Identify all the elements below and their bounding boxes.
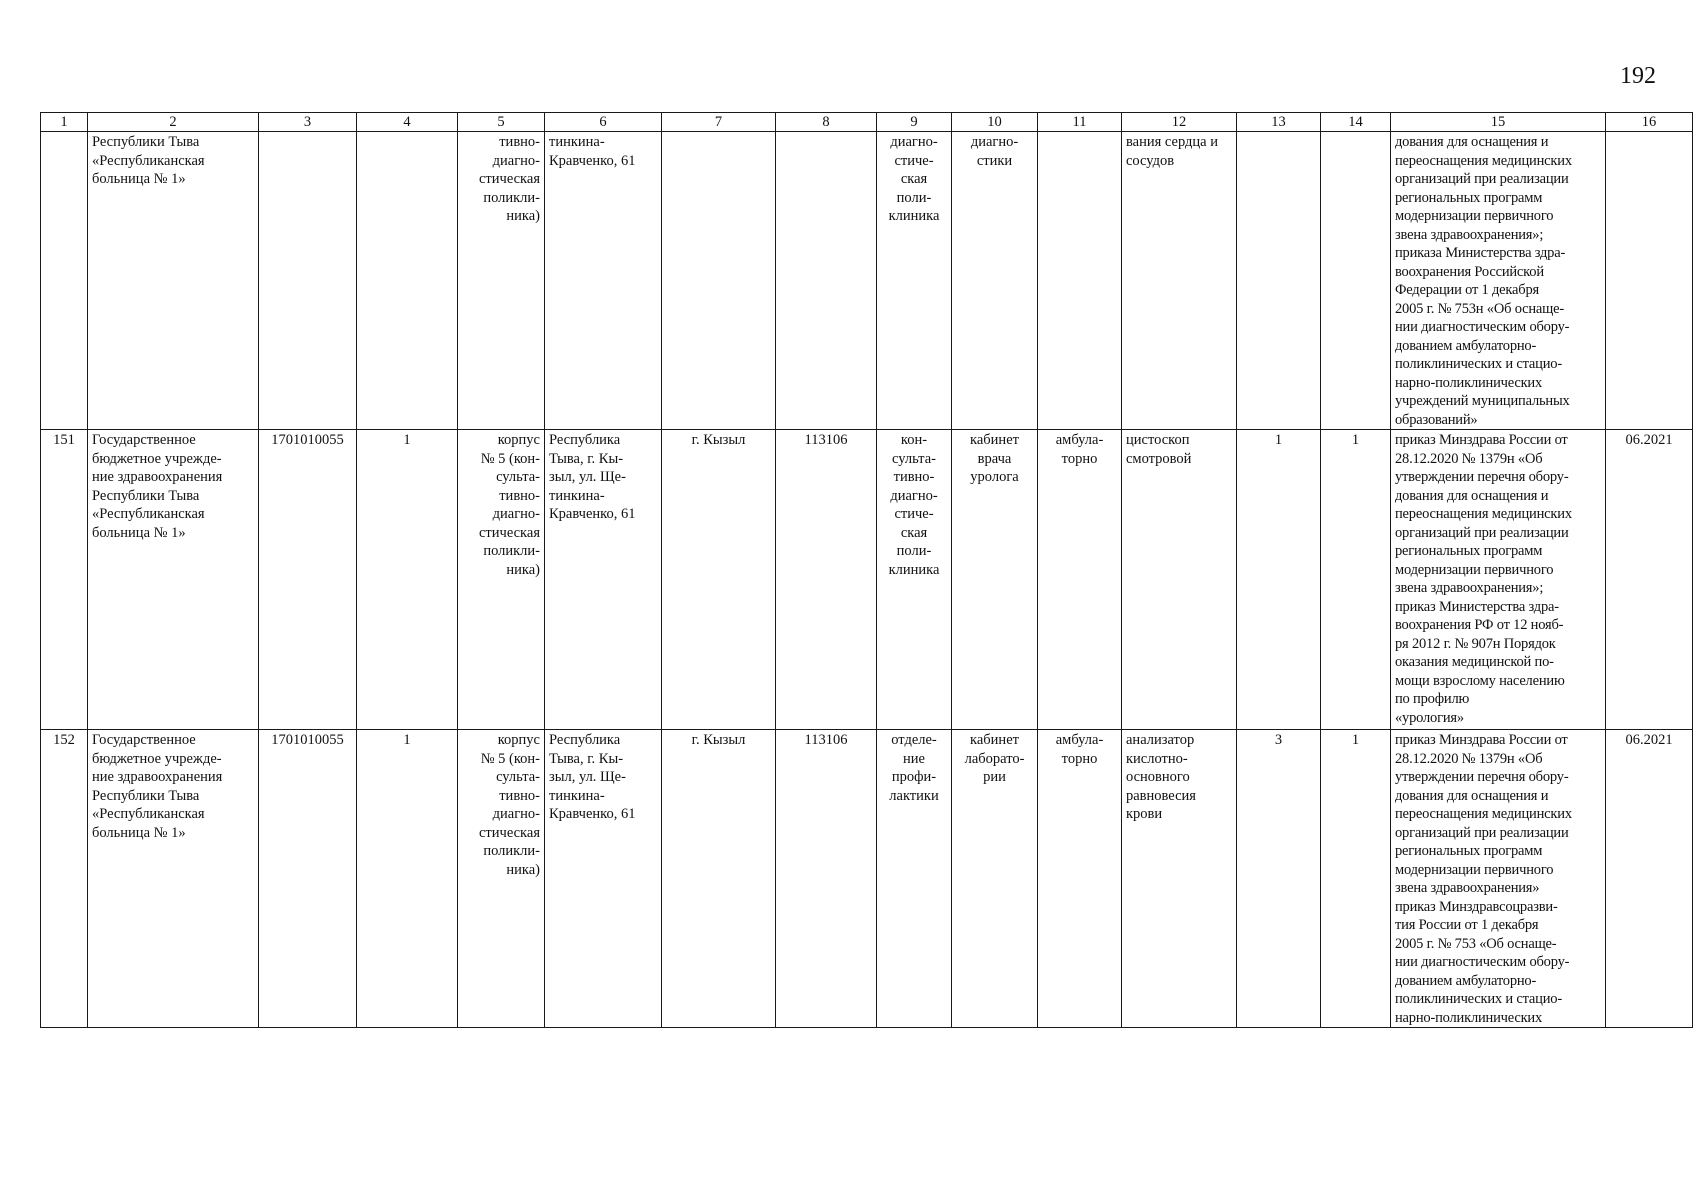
building-cell: корпус № 5 (кон- сульта- тивно- диагно- стическая поликли- ника) [458, 730, 545, 1028]
building-cell: тивно- диагно- стическая поликли- ника) [458, 132, 545, 430]
city-cell: г. Кызыл [662, 430, 776, 730]
quantity-cell: 1 [1321, 430, 1391, 730]
table-row [41, 730, 1693, 1028]
quantity-needed-cell: 3 [1237, 730, 1321, 1028]
table-row [41, 430, 1693, 730]
column-number: 10 [952, 113, 1038, 132]
col4-cell: 1 [357, 730, 458, 1028]
column-number: 16 [1606, 113, 1693, 132]
address-cell: Республика Тыва, г. Кы- зыл, ул. Ще- тинкина- Кравченко, 61 [545, 430, 662, 730]
quantity-cell [1321, 132, 1391, 430]
row-number-cell: 151 [41, 430, 88, 730]
column-number: 14 [1321, 113, 1391, 132]
oktmo-cell: 113106 [776, 430, 877, 730]
inn-cell: 1701010055 [259, 730, 357, 1028]
date-cell [1606, 132, 1693, 430]
address-cell: Республика Тыва, г. Кы- зыл, ул. Ще- тинкина- Кравченко, 61 [545, 730, 662, 1028]
col4-cell [357, 132, 458, 430]
inn-cell [259, 132, 357, 430]
column-number: 6 [545, 113, 662, 132]
organization-cell: Государственное бюджетное учрежде- ние здравоохранения Республики Тыва «Республиканская больница № 1» [88, 430, 259, 730]
inn-cell: 1701010055 [259, 430, 357, 730]
quantity-cell: 1 [1321, 730, 1391, 1028]
care-type-cell: амбула- торно [1038, 430, 1122, 730]
care-type-cell: амбула- торно [1038, 730, 1122, 1028]
department-cell: кон- сульта- тивно- диагно- стиче- ская поли- клиника [877, 430, 952, 730]
column-number: 9 [877, 113, 952, 132]
row-number-cell [41, 132, 88, 430]
page-number: 192 [1620, 63, 1656, 89]
legal-basis-cell: приказ Минздрава России от 28.12.2020 № 1379н «Об утверждении перечня обору- дования для оснащения и переоснащения медицинских организаций при реализации региональных программ модернизации первичного звена здравоохранения» приказ Минздравсоцразви- тия России от 1 декабря 2005 г. № 753 «Об оснаще- нии диагностическим обору- дованием амбулаторно- поликлинических и стацио- нарно-поликлинических [1391, 730, 1606, 1028]
quantity-needed-cell: 1 [1237, 430, 1321, 730]
city-cell: г. Кызыл [662, 730, 776, 1028]
column-number: 15 [1391, 113, 1606, 132]
department-cell: диагно- стиче- ская поли- клиника [877, 132, 952, 430]
legal-basis-cell: приказ Минздрава России от 28.12.2020 № 1379н «Об утверждении перечня обору- дования для оснащения и переоснащения медицинских организаций при реализации региональных программ модернизации первичного звена здравоохранения»; приказ Министерства здра- воохранения РФ от 12 нояб- ря 2012 г. № 907н Порядок оказания медицинской по- мощи взрослому населению по профилю «урология» [1391, 430, 1606, 730]
col4-cell: 1 [357, 430, 458, 730]
column-number: 8 [776, 113, 877, 132]
column-number: 11 [1038, 113, 1122, 132]
organization-cell: Республики Тыва «Республиканская больница № 1» [88, 132, 259, 430]
column-number: 12 [1122, 113, 1237, 132]
equipment-cell: вания сердца и сосудов [1122, 132, 1237, 430]
column-number: 4 [357, 113, 458, 132]
room-cell: диагно- стики [952, 132, 1038, 430]
date-cell: 06.2021 [1606, 730, 1693, 1028]
address-cell: тинкина- Кравченко, 61 [545, 132, 662, 430]
column-number-header-row [41, 113, 1693, 132]
column-number: 1 [41, 113, 88, 132]
equipment-cell: анализатор кислотно- основного равновесия крови [1122, 730, 1237, 1028]
care-type-cell [1038, 132, 1122, 430]
department-cell: отделе- ние профи- лактики [877, 730, 952, 1028]
equipment-table [40, 112, 1693, 1028]
column-number: 3 [259, 113, 357, 132]
oktmo-cell [776, 132, 877, 430]
legal-basis-cell: дования для оснащения и переоснащения медицинских организаций при реализации региональных программ модернизации первичного звена здравоохранения»; приказа Министерства здра- воохранения Российской Федерации от 1 декабря 2005 г. № 753н «Об оснаще- нии диагностическим обору- дованием амбулаторно- поликлинических и стацио- нарно-поликлинических учреждений муниципальных образований» [1391, 132, 1606, 430]
row-number-cell: 152 [41, 730, 88, 1028]
room-cell: кабинет врача уролога [952, 430, 1038, 730]
column-number: 7 [662, 113, 776, 132]
column-number: 5 [458, 113, 545, 132]
column-number: 2 [88, 113, 259, 132]
equipment-cell: цистоскоп смотровой [1122, 430, 1237, 730]
column-number: 13 [1237, 113, 1321, 132]
table-row [41, 132, 1693, 430]
date-cell: 06.2021 [1606, 430, 1693, 730]
city-cell [662, 132, 776, 430]
quantity-needed-cell [1237, 132, 1321, 430]
building-cell: корпус № 5 (кон- сульта- тивно- диагно- стическая поликли- ника) [458, 430, 545, 730]
organization-cell: Государственное бюджетное учрежде- ние здравоохранения Республики Тыва «Республиканская больница № 1» [88, 730, 259, 1028]
oktmo-cell: 113106 [776, 730, 877, 1028]
room-cell: кабинет лаборато- рии [952, 730, 1038, 1028]
